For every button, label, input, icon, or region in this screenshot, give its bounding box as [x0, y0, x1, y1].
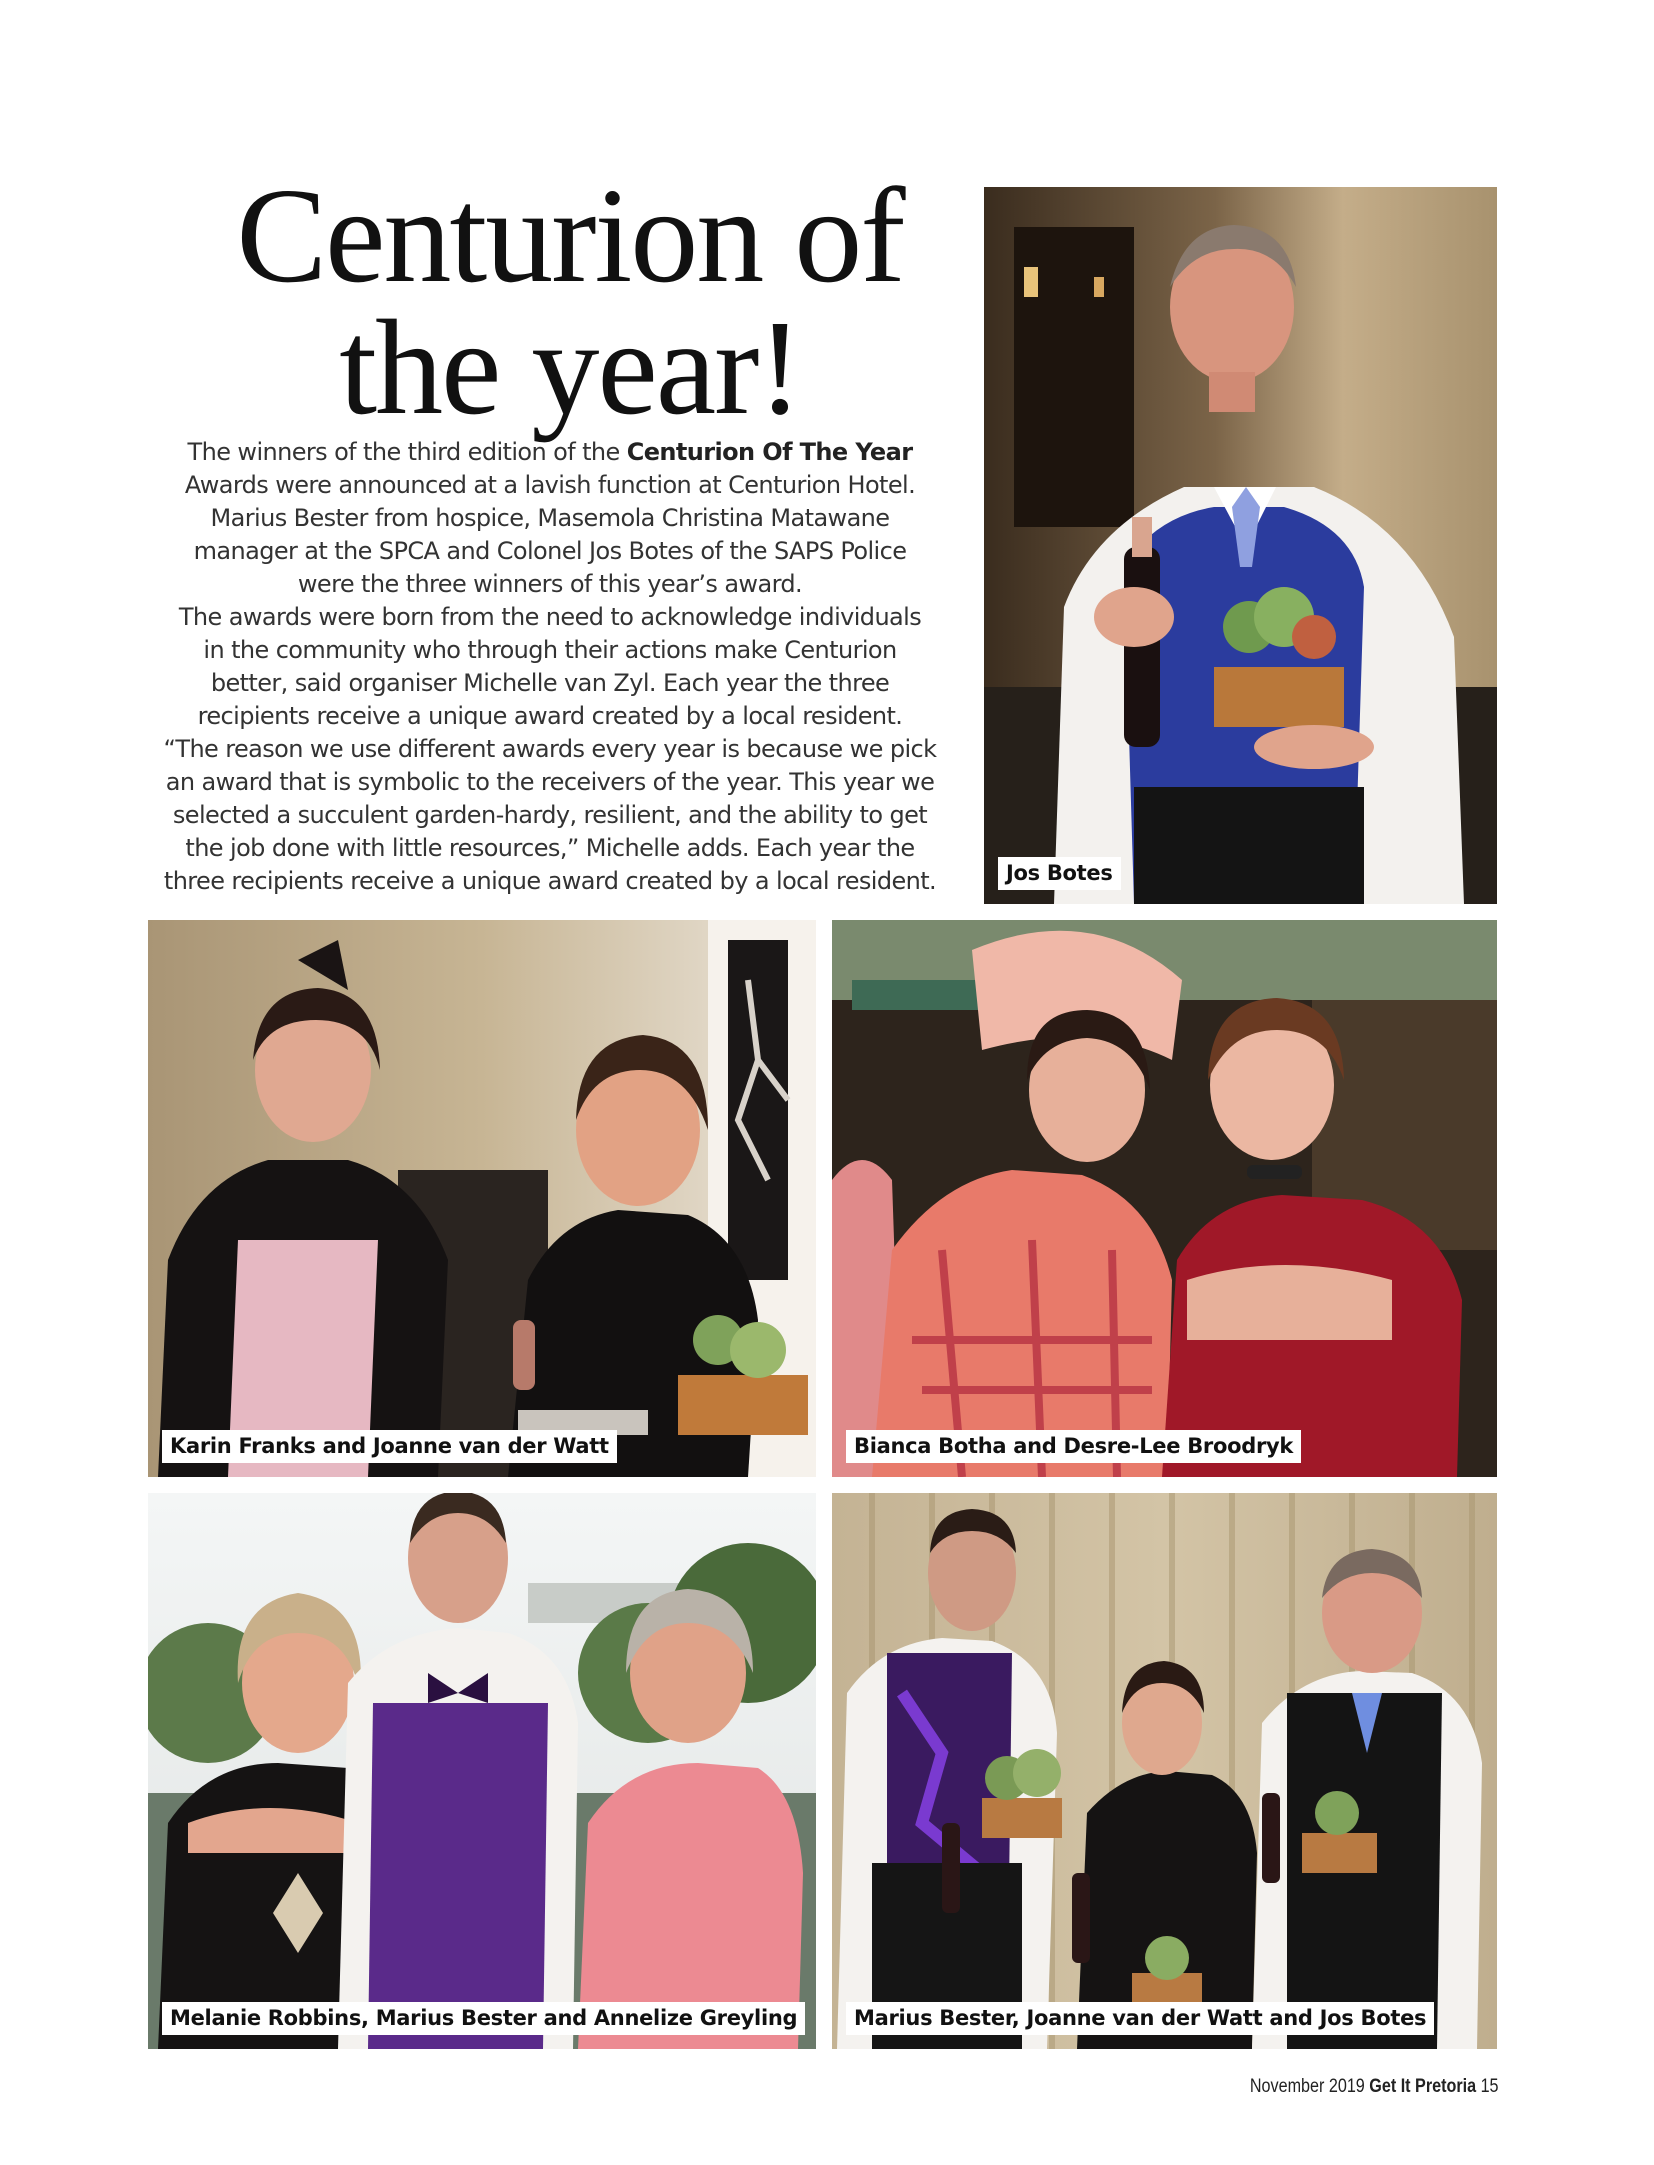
- photo-bianca-desre-lee: [832, 920, 1497, 1477]
- photo-melanie-marius-annelize: [148, 1493, 816, 2049]
- photo-caption: Melanie Robbins, Marius Bester and Annelize Greyling: [162, 2002, 805, 2035]
- headline-line-1: Centurion of: [236, 161, 904, 311]
- photo-karin-joanne-image: [148, 920, 816, 1477]
- headline-line-2: the year!: [339, 293, 801, 443]
- body-line: selected a succulent garden-hardy, resilient, and the ability to get: [172, 801, 928, 829]
- photo-winners-image: [832, 1493, 1497, 2049]
- body-line: manager at the SPCA and Colonel Jos Botes of the SAPS Police: [193, 537, 907, 565]
- body-line: Awards were announced at a lavish function at Centurion Hotel.: [184, 471, 916, 499]
- intro-lead: The winners of the third edition of the: [187, 438, 627, 466]
- body-line: The awards were born from the need to acknowledge individuals: [178, 603, 922, 631]
- body-line: three recipients receive a unique award created by a local resident.: [163, 867, 937, 895]
- award-name: Centurion Of The Year: [626, 438, 913, 466]
- footer-brand: Get It Pretoria: [1369, 2076, 1477, 2097]
- footer-date: November 2019: [1250, 2076, 1370, 2097]
- photo-winners: [832, 1493, 1497, 2049]
- photo-jos-botes-image: [984, 187, 1497, 904]
- body-line: Marius Bester from hospice, Masemola Christina Matawane: [210, 504, 890, 532]
- body-line: [150, 436, 950, 469]
- photo-caption: Karin Franks and Joanne van der Watt: [162, 1430, 617, 1463]
- body-line: in the community who through their actions make Centurion: [203, 636, 897, 664]
- photo-caption: Jos Botes: [998, 857, 1121, 890]
- article-body: [150, 436, 950, 898]
- page-number: 15: [1476, 2076, 1499, 2097]
- photo-caption: Bianca Botha and Desre-Lee Broodryk: [846, 1430, 1301, 1463]
- page-footer: [1250, 2076, 1499, 2098]
- body-line: an award that is symbolic to the receivers of the year. This year we: [165, 768, 935, 796]
- photo-caption: Marius Bester, Joanne van der Watt and Jos Botes: [846, 2002, 1434, 2035]
- body-line: the job done with little resources,” Michelle adds. Each year the: [185, 834, 915, 862]
- photo-bianca-desre-lee-image: [832, 920, 1497, 1477]
- headline: [150, 161, 990, 443]
- photo-karin-joanne: [148, 920, 816, 1477]
- body-line: were the three winners of this year’s award.: [297, 570, 803, 598]
- photo-jos-botes: [984, 187, 1497, 904]
- body-line: better, said organiser Michelle van Zyl. Each year the three: [210, 669, 890, 697]
- body-line: “The reason we use different awards every year is because we pick: [163, 735, 937, 763]
- photo-melanie-marius-annelize-image: [148, 1493, 816, 2049]
- body-line: recipients receive a unique award created by a local resident.: [197, 702, 903, 730]
